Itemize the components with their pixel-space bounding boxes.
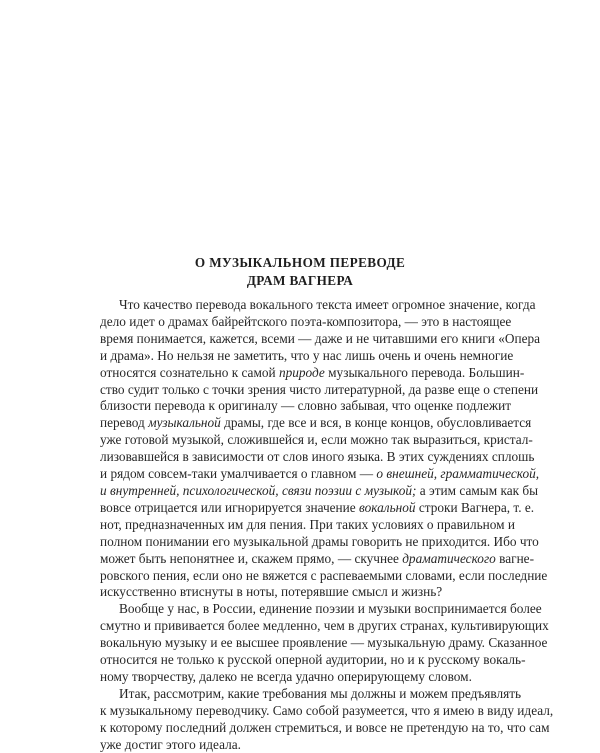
text-line — [100, 398, 512, 415]
text-line — [100, 719, 550, 737]
text-line — [100, 601, 542, 618]
text-line — [100, 618, 549, 635]
italic-text-run: о внешней, грамматической, — [376, 466, 540, 482]
text-run: дело идет о драмах байрейтского поэта-композитора, — это в настоящее — [100, 313, 512, 329]
text-run: уже готовой музыкой, сложившейся и, если можно так выразиться, кристал- — [100, 432, 533, 448]
text-run: относится не только к русской оперной аудитории, но и к русскому вокаль- — [100, 652, 526, 668]
text-line — [100, 415, 532, 432]
text-line — [100, 737, 502, 753]
text-run: музыкального перевода. Большин- — [324, 364, 525, 380]
text-run: лизовавшейся в зависимости от слов иного языка. В этих суждениях сплошь — [100, 449, 535, 465]
text-line — [100, 635, 548, 652]
italic-text-run: природе — [278, 364, 325, 380]
text-run: и рядом совсем-таки умалчивается о главном — — [100, 466, 377, 482]
text-line — [100, 381, 539, 399]
text-run: ному творчеству, далеко не всегда удачно оперирующему словом. — [100, 668, 472, 684]
italic-text-run: драматического — [402, 550, 496, 566]
paragraph-2 — [100, 601, 549, 686]
text-line — [100, 313, 512, 331]
text-line — [100, 432, 533, 449]
text-run: к музыкальному переводчику. Само собой разумеется, что я имею в виду идеал, — [100, 702, 554, 718]
text-line — [100, 482, 539, 500]
text-run: драмы, где все и вся, в конце концов, обусловливается — [220, 415, 532, 431]
text-run: относятся сознательно к самой — [100, 364, 279, 380]
paragraph-1 — [100, 297, 548, 601]
text-run: полном понимании его музыкальной драмы говорить не приходится. Ибо что — [100, 533, 539, 549]
text-line — [100, 533, 539, 551]
text-run: уже достиг этого идеала. — [100, 736, 241, 752]
chapter-title — [0, 254, 600, 290]
text-run: может быть непонятнее и, скажем прямо, — скучнее — [100, 550, 403, 566]
text-run: Итак, рассмотрим, какие требования мы должны и можем предъявлять — [119, 685, 522, 701]
text-run: а этим самым как бы — [416, 482, 539, 498]
text-line — [100, 669, 502, 686]
text-line — [100, 297, 536, 314]
text-run: вокальную музыку и ее высшее проявление — музыкальную драму. Сказанное — [100, 635, 548, 651]
italic-text-run: вокальной — [359, 499, 416, 515]
text-line — [100, 584, 502, 601]
paragraph-3 — [100, 685, 554, 753]
text-run: перевод — [100, 415, 149, 431]
text-run: строки Вагнера, т. е. — [415, 499, 535, 515]
text-run: Вообще у нас, в России, единение поэзии и музыки воспринимается более — [119, 601, 542, 617]
text-run: вагне- — [495, 550, 535, 566]
text-run: ровского пения, если оно не вяжется с распеваемыми словами, если последние — [100, 567, 548, 583]
text-run: ство судит только с точки зрения чисто литературной, да разве еще о степени — [100, 381, 539, 397]
italic-text-run: музыкальной — [148, 415, 221, 431]
text-line — [100, 567, 548, 585]
chapter-title-line-1: О МУЗЫКАЛЬНОМ ПЕРЕВОДЕ — [194, 255, 406, 270]
text-line — [100, 449, 535, 466]
text-line — [100, 516, 516, 534]
text-run: нот, предназначенных им для пения. При таких условиях о правильном и — [100, 516, 516, 532]
text-run: и драма». Но нельзя не заметить, что у нас лишь очень и очень немногие — [100, 347, 514, 363]
text-line — [100, 364, 525, 382]
text-line — [100, 347, 514, 365]
text-run: вовсе отрицается или игнорируется значение — [100, 499, 360, 515]
text-line — [100, 330, 541, 348]
text-line — [100, 466, 540, 483]
italic-text-run: и внутренней, психологической, связи поэзии с музыкой; — [100, 482, 417, 498]
text-run: близости перевода к оригиналу — словно забывая, что оценке подлежит — [100, 398, 512, 414]
text-run: время понимается, кажется, всеми — даже и не читавшими его книги «Опера — [100, 330, 541, 346]
text-line — [100, 685, 522, 703]
text-run: искусственно втиснуты в ноты, потерявшие смысл и жизнь? — [100, 584, 443, 600]
text-run: смутно и прививается более медленно, чем в других странах, культивирующих — [100, 618, 549, 634]
chapter-title-line-2: ДРАМ ВАГНЕРА — [246, 273, 354, 288]
text-run: Что качество перевода вокального текста имеет огромное значение, когда — [119, 297, 536, 312]
body-text — [100, 297, 554, 753]
text-line — [100, 702, 554, 720]
text-line — [100, 550, 535, 568]
text-line — [100, 652, 526, 669]
text-line — [100, 499, 535, 517]
text-run: к которому последний должен стремиться, и вовсе не претендую на то, что сам — [100, 719, 550, 735]
